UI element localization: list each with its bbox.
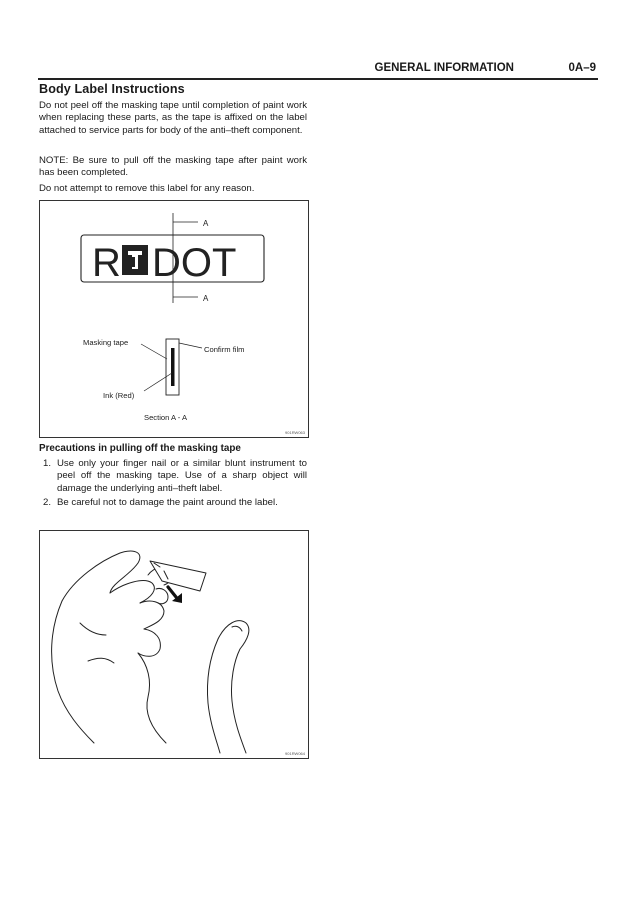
page-number: 0A–9 xyxy=(568,62,596,74)
right-index-finger xyxy=(218,621,249,753)
label-diagram xyxy=(40,201,308,437)
page-header xyxy=(38,62,598,76)
list-item-text: Be careful not to damage the paint around the label. xyxy=(57,497,278,509)
list-item xyxy=(39,458,307,495)
left-index-finger xyxy=(62,551,140,601)
label-diagram-figure xyxy=(39,200,309,438)
figure-code: 901RW063 xyxy=(285,430,305,435)
precautions-list xyxy=(39,458,307,512)
label-letter-r: R xyxy=(92,241,121,285)
section-mark-top: A xyxy=(203,219,209,228)
precautions-title: Precautions in pulling off the masking tape xyxy=(39,443,241,454)
hands-peeling-tape-illustration xyxy=(40,531,308,758)
right-fingernail xyxy=(232,626,242,631)
list-item xyxy=(39,497,307,509)
body-label-title: Body Label Instructions xyxy=(39,82,185,96)
confirm-film-label: Confirm film xyxy=(204,345,245,354)
left-thumb-wrist xyxy=(138,653,166,743)
section-title: GENERAL INFORMATION xyxy=(374,62,514,74)
list-item-text: Use only your finger nail or a similar blunt instrument to peel off the masking tape. Use of a sharp object will damage the underlying anti–theft label. xyxy=(57,458,307,494)
ink-layer xyxy=(171,348,175,386)
paragraph-masking-tape: Do not peel off the masking tape until completion of paint work when replacing these parts, as the tape is affixed on the label attached to service parts for body of the anti–theft component. xyxy=(39,100,307,136)
section-mark-bottom: A xyxy=(203,294,209,303)
note-paragraph: NOTE: Be sure to pull off the masking tape after paint work has been completed. xyxy=(39,155,307,179)
warning-paragraph: Do not attempt to remove this label for any reason. xyxy=(39,183,255,194)
section-caption: Section A - A xyxy=(144,413,188,422)
list-item-number: 2. xyxy=(43,497,52,509)
list-item-number: 1. xyxy=(43,458,52,469)
masking-tape-label: Masking tape xyxy=(83,338,129,347)
manufacturer-emblem-icon xyxy=(122,245,148,275)
left-hand-outline xyxy=(52,601,94,743)
peel-direction-arrow-icon xyxy=(168,587,182,603)
header-rule xyxy=(38,78,598,80)
figure-code: 901RW064 xyxy=(285,751,305,756)
ink-label: Ink (Red) xyxy=(103,391,135,400)
label-letters-dot: DOT xyxy=(152,241,237,285)
peeling-illustration-figure xyxy=(39,530,309,759)
